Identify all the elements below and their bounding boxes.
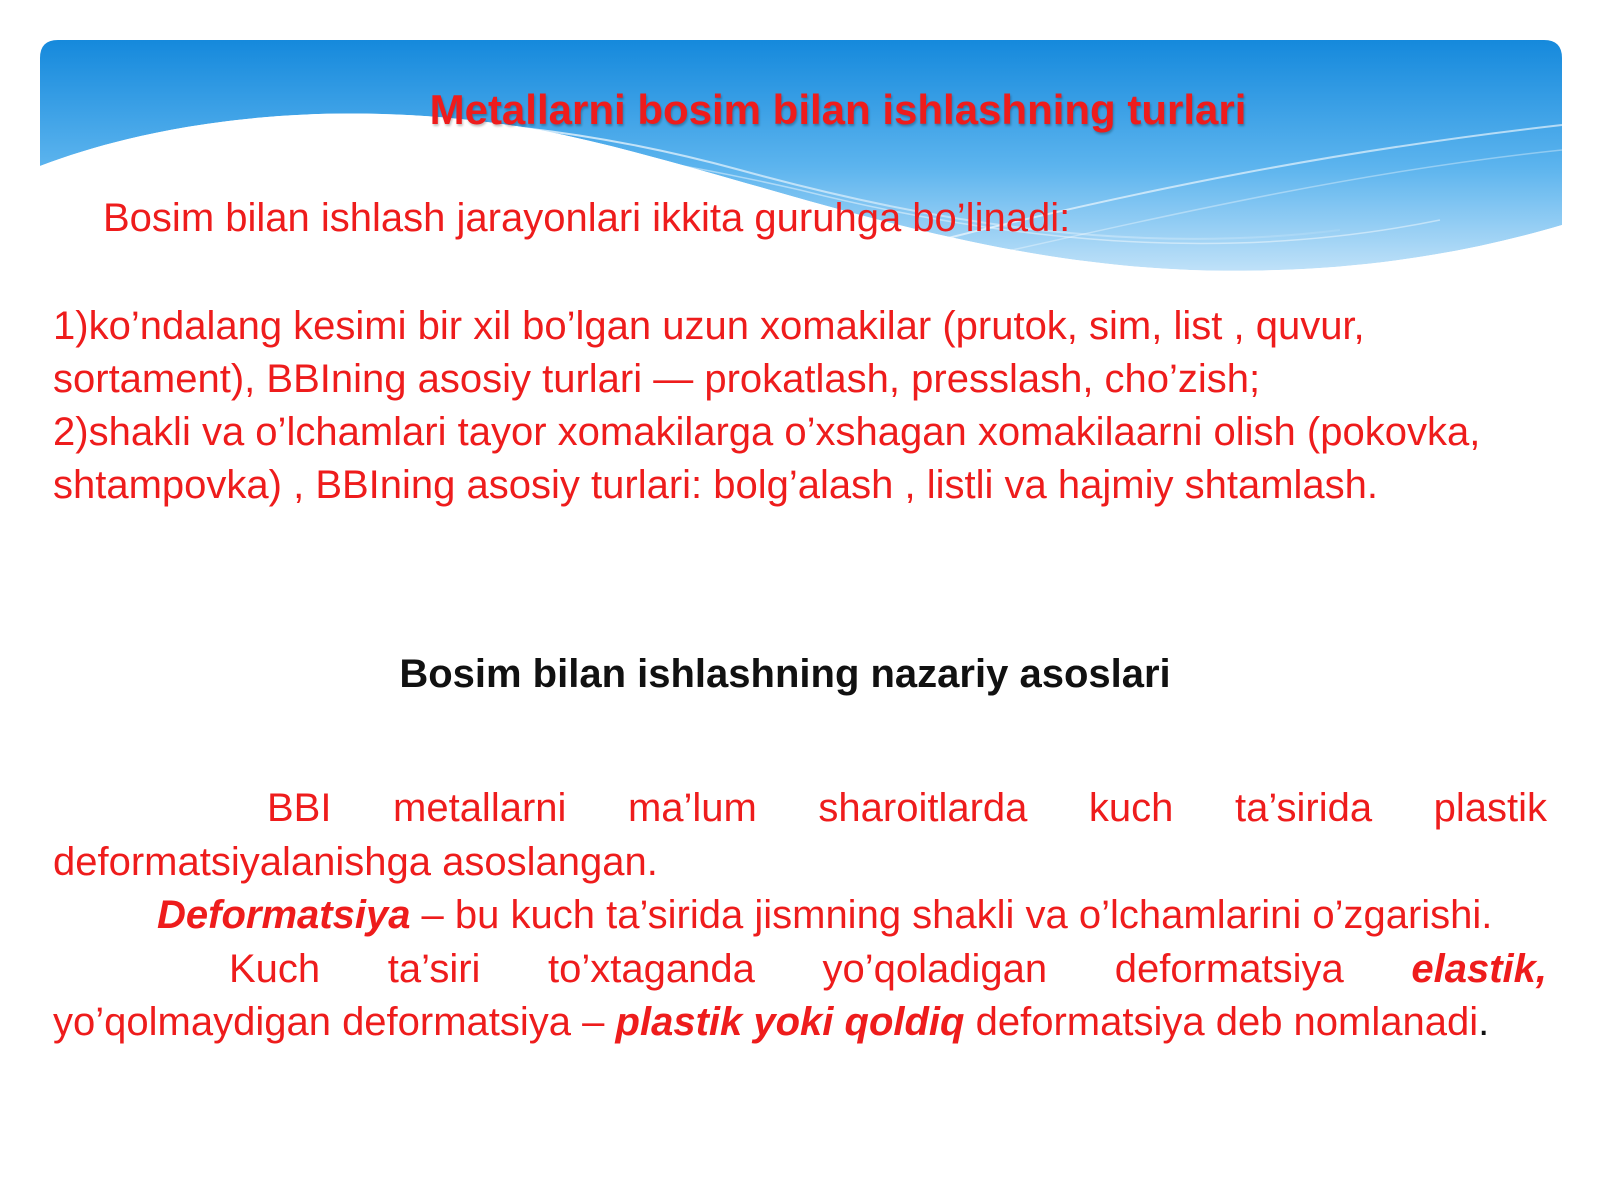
term-elastik: elastik, (1411, 946, 1547, 991)
paragraph-text: deformatsiya deb nomlanadi (964, 1000, 1479, 1044)
group-list (53, 300, 1553, 512)
list-item: 1)ko’ndalang kesimi bir xil bo’lgan uzun xomakilar (prutok, sim, list , quvur, sortament), BBIning asosiy turlari — prokatlash, presslash, cho’zish; (53, 304, 1365, 401)
paragraph-deformation (53, 889, 1547, 943)
slide-title: Metallarni bosim bilan ishlashning turlari (429, 86, 1247, 133)
section-subtitle: Bosim bilan ishlashning nazariy asoslari (399, 652, 1171, 696)
paragraph-definition (53, 782, 1547, 889)
theory-body (53, 782, 1547, 1050)
paragraph-text: BBI metallarni ma’lum sharoitlarda kuch ta’sirida plastik deformatsiyalanishga asoslangan. (53, 786, 1547, 884)
header-wave-banner (40, 40, 1562, 280)
intro-text: Bosim bilan ishlash jarayonlari ikkita guruhga bo’linadi: (103, 196, 1071, 240)
term-deformatsiya: Deformatsiya (157, 893, 411, 937)
paragraph-text: Kuch ta’siri to’xtaganda yo’qoladigan deformatsiya (229, 946, 1412, 991)
paragraph-end-period: . (1478, 1000, 1490, 1044)
paragraph-text: yo’qolmaydigan deformatsiya – (53, 1000, 616, 1044)
term-plastik: plastik yoki qoldiq (615, 1000, 965, 1044)
paragraph-text: – bu kuch ta’sirida jismning shakli va o’lchamlarini o’zgarishi. (410, 893, 1493, 937)
list-item: 2)shakli va o’lchamlari tayor xomakilarga o’xshagan xomakilaarni olish (pokovka, shtampovka) , BBIning asosiy turlari: bolg’alash , listli va hajmiy shtamlash. (53, 410, 1481, 507)
paragraph-types (53, 943, 1547, 1050)
